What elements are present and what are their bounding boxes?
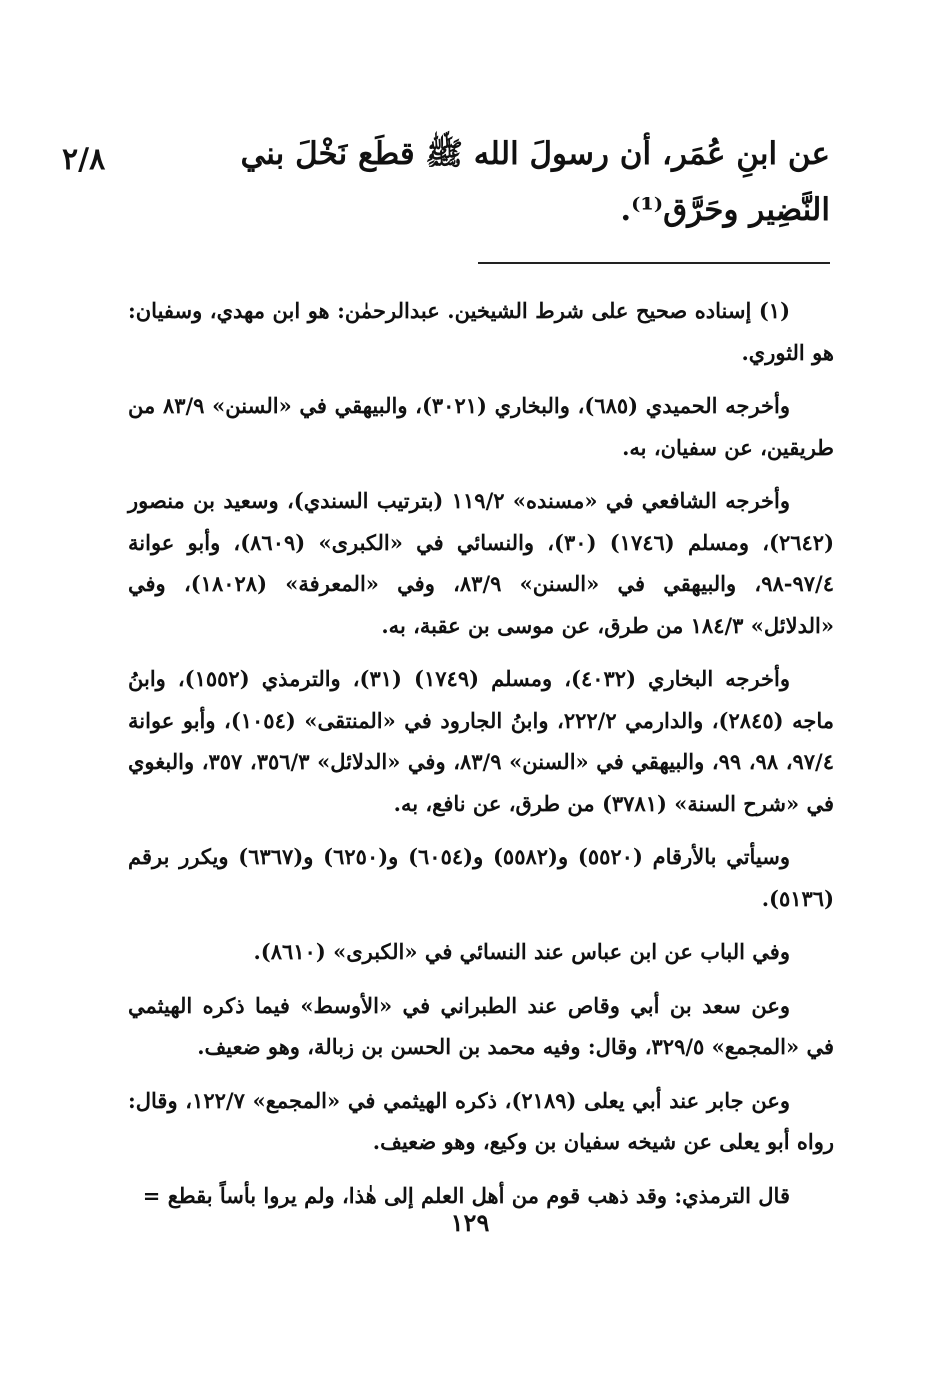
footnote-paragraph: قال الترمذي: وقد ذهب قوم من أهل العلم إلى هٰذا، ولم يروا بأساً بقطع =: [142, 1182, 790, 1208]
footnote-paragraph: وأخرجه الشافعي في «مسنده» ١١٩/٢ (بترتيب السندي)، وسعيد بن منصور (٢٦٤٢)، ومسلم (١٧٤٦) (٣٠)، والنسائي في «الكبرى» (٨٦٠٩)، وأبو عوانة ٩٧/٤-٩٨، والبيهقي في «السنن» ٨٣/٩، وفي «المعرفة» (١٨٠٢٨)، وفي «الدلائل» ١٨٤/٣ من طرق، عن موسى بن عقبة، به.: [128, 488, 835, 638]
footnote-paragraph: وأخرجه الحميدي (٦٨٥)، والبخاري (٣٠٢١)، والبيهقي في «السنن» ٨٣/٩ من طريقين، عن سفيان، به.: [128, 393, 834, 460]
footnote-paragraph: وعن سعد بن أبي وقاص عند الطبراني في «الأوسط» فيما ذكره الهيثمي في «المجمع» ٣٢٩/٥، وقال: وفيه محمد بن الحسن بن زبالة، وهو ضعيف.: [128, 992, 834, 1059]
hadith-text: عن ابنِ عُمَر، أن رسولَ الله ﷺ قطَع نَخْلَ بني النَّضِير وحَرَّق⁽¹⁾.: [240, 136, 830, 228]
hadith-number: ٢/٨: [62, 142, 106, 177]
footnotes-block: [128, 290, 834, 1228]
footnote-paragraph: وفي الباب عن ابن عباس عند النسائي في «الكبرى» (٨٦١٠).: [253, 939, 790, 964]
footnote-paragraph: وأخرجه البخاري (٤٠٣٢)، ومسلم (١٧٤٩) (٣١)، والترمذي (١٥٥٢)، وابنُ ماجه (٢٨٤٥)، والدارمي ٢٢٢/٢، وابنُ الجارود في «المنتقى» (١٠٥٤)، وأبو عوانة ٩٧/٤، ٩٨، ٩٩، والبيهقي في «السنن» ٨٣/٩، وفي «الدلائل» ٣٥٦/٣، ٣٥٧، والبغوي في «شرح السنة» (٣٧٨١) من طرق، عن نافع، به.: [128, 666, 834, 816]
footnote-paragraph: وعن جابر عند أبي يعلى (٢١٨٩)، ذكره الهيثمي في «المجمع» ١٢٢/٧، وقال: رواه أبو يعلى عن شيخه سفيان بن وكيع، وهو ضعيف.: [128, 1087, 834, 1154]
footnote-paragraph: (١) إسناده صحيح على شرط الشيخين. عبدالرحمٰن: هو ابن مهدي، وسفيان: هو الثوري.: [128, 298, 834, 365]
footnote-separator: [478, 262, 830, 264]
footnote-paragraph: وسيأتي بالأرقام (٥٥٢٠) و(٥٥٨٢) و(٦٠٥٤) و(٦٢٥٠) و(٦٣٦٧) ويكرر برقم (٥١٣٦).: [128, 844, 834, 911]
page-number: ١٢٩: [450, 1208, 490, 1237]
